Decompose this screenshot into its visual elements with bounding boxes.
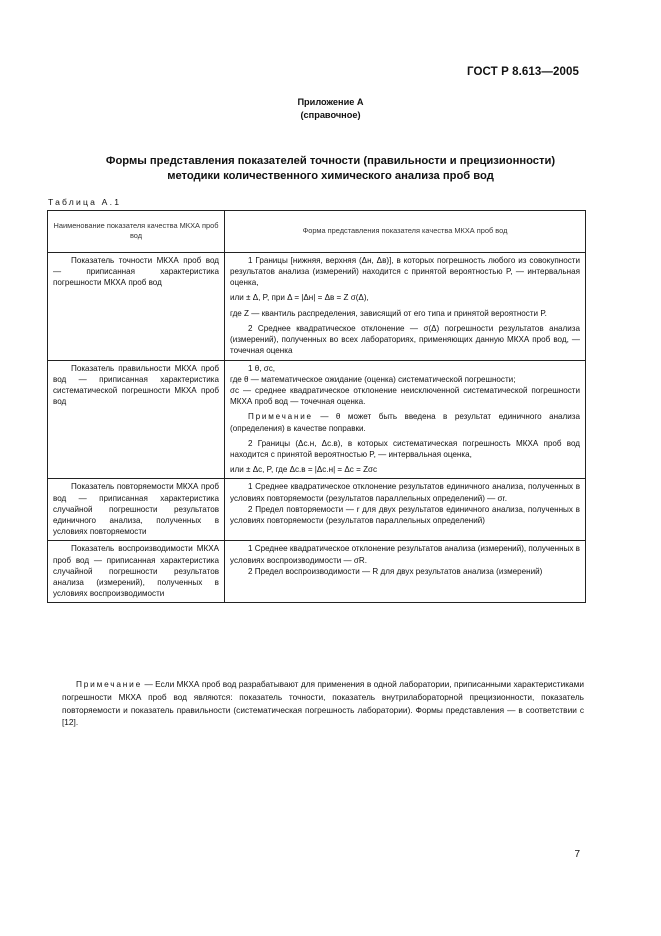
- indicator-name-cell: Показатель повторяемости МКХА проб вод — приписанная характеристика случайной погрешности результатов единичного анализа, полученных в условиях повторяемости: [48, 479, 225, 541]
- annex-heading: [0, 96, 661, 121]
- form-paragraph: 2 Предел повторяемости — r для двух результатов единичного анализа, полученных в условиях повторяемости (результатов параллельных определений): [230, 504, 580, 526]
- form-paragraph: где Z — квантиль распределения, зависящий от его типа и принятой вероятности P.: [230, 308, 547, 318]
- form-note: [230, 411, 580, 433]
- table-row: [48, 360, 586, 479]
- indicator-form-cell: [225, 479, 586, 541]
- table-row: [48, 253, 586, 361]
- form-paragraph: 2 Среднее квадратическое отклонение — σ(Δ) погрешности результатов анализа (измерений), полученных во всех лабораториях, применяющих данную МКХА проб вод, — точечная оценка: [230, 324, 580, 356]
- footnote: [62, 678, 584, 729]
- page-number: 7: [574, 849, 580, 860]
- form-paragraph: 2 Предел воспроизводимости — R для двух результатов анализа (измерений): [248, 566, 543, 576]
- form-paragraph: где θ — математическое ожидание (оценка) систематической погрешности;: [230, 374, 516, 384]
- footnote-text: — Если МКХА проб вод разрабатывают для применения в одной лаборатории, приписанными характеристиками погрешности МКХА проб вод являются: показатель точности, показатель внутрилабораторной прецизионности, показатель повторяемости и показатель правильности (систематическая погрешность лаборатории). Формы представления — в соответствии с [12].: [62, 679, 584, 728]
- indicator-name-cell: Показатель точности МКХА проб вод — приписанная характеристика погрешности МКХА проб вод: [48, 253, 225, 361]
- form-paragraph: 1 Среднее квадратическое отклонение результатов единичного анализа, полученных в условиях повторяемости (результатов параллельных определений) — σr.: [230, 482, 580, 503]
- document-title: [40, 154, 621, 183]
- footnote-label: Примечание: [76, 679, 143, 689]
- form-paragraph: σc — среднее квадратическое отклонение неисключенной систематической погрешности МКХА проб вод — точечная оценка.: [230, 386, 580, 407]
- indicator-form-cell: [225, 253, 586, 361]
- table-row: [48, 479, 586, 541]
- title-line-1: Формы представления показателей точности (правильности и прецизионности): [105, 155, 556, 167]
- note-text: — θ может быть введена в результат единичного анализа (определения) в качестве поправки.: [230, 412, 580, 433]
- column-header-form: Форма представления показателя качества МКХА проб вод: [225, 211, 586, 253]
- form-paragraph: или ± Δ, P, при Δ = |Δн| = Δв = Z σ(Δ),: [230, 292, 369, 302]
- annex-subtitle: (справочное): [300, 109, 361, 120]
- title-line-2: методики количественного химического анализа проб вод: [167, 169, 494, 182]
- form-paragraph: 1 θ, σc,: [248, 363, 276, 373]
- indicator-form-cell: [225, 541, 586, 603]
- table-caption: Таблица А.1: [48, 197, 122, 207]
- indicator-name-cell: Показатель воспроизводимости МКХА проб вод — приписанная характеристика случайной погрешности результатов анализа (измерений), полученных в условиях воспроизводимости: [48, 541, 225, 603]
- table-header-row: [48, 211, 586, 253]
- indicators-table: [47, 210, 586, 603]
- form-paragraph: 1 Границы [нижняя, верхняя (Δн, Δв)], в которых погрешность любого из совокупности результатов анализа (измерений) находится с принятой вероятностью P, — интервальная оценка,: [230, 256, 580, 288]
- standard-code: ГОСТ Р 8.613—2005: [467, 66, 579, 78]
- form-paragraph: 2 Границы (Δс.н, Δс.в), в которых систематическая погрешность МКХА проб вод находится с принятой вероятностью P, — интервальная оценка,: [230, 438, 580, 460]
- indicator-form-cell: [225, 360, 586, 479]
- column-header-name: Наименование показателя качества МКХА проб вод: [48, 211, 225, 253]
- form-paragraph: 1 Среднее квадратическое отклонение результатов анализа (измерений), полученных в условиях воспроизводимости — σR.: [230, 544, 580, 565]
- table-row: [48, 541, 586, 603]
- note-label: Примечание: [248, 412, 313, 422]
- form-paragraph: или ± Δс, P, где Δс.в = |Δс.н| = Δс = Zσс: [230, 465, 378, 475]
- annex-title: Приложение А: [297, 97, 364, 107]
- indicator-name-cell: Показатель правильности МКХА проб вод — приписанная характеристика систематической погрешности МКХА проб вод: [48, 360, 225, 479]
